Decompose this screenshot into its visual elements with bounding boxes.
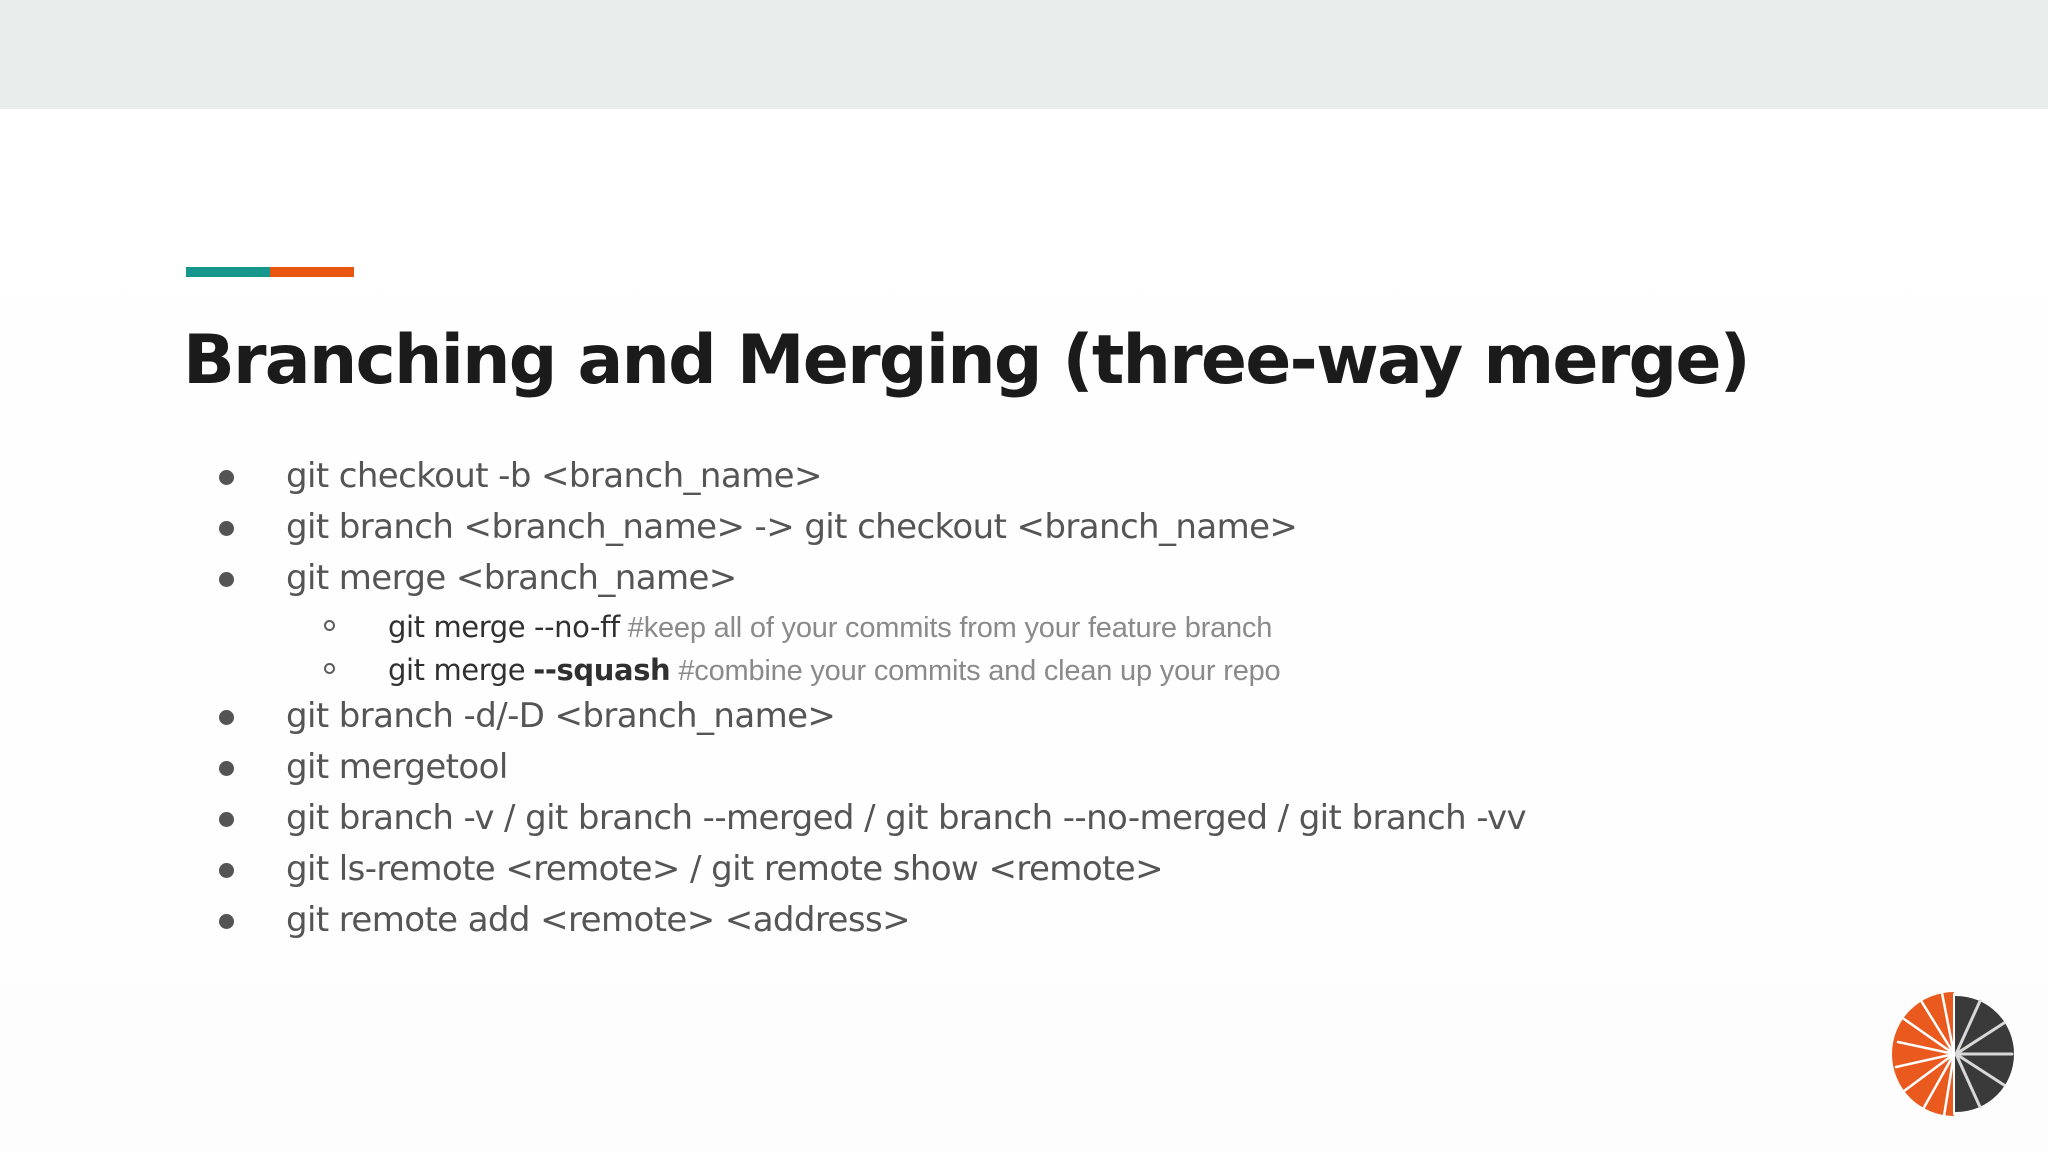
- accent-orange-segment: [270, 267, 354, 277]
- list-item-text: git branch <branch_name> -> git checkout <branch_name>: [286, 507, 1298, 547]
- title-accent-bar: [186, 267, 354, 277]
- header-band: [0, 0, 2048, 109]
- list-item-text: git ls-remote <remote> / git remote show <remote>: [286, 849, 1163, 889]
- list-item-text: git checkout -b <branch_name>: [286, 456, 822, 496]
- list-item-text: git branch -v / git branch --merged / git branch --no-merged / git branch -vv: [286, 798, 1527, 838]
- sub-item-command: git merge: [388, 653, 526, 687]
- sub-item-flag: --squash: [533, 653, 671, 687]
- slide-title: Branching and Merging (three-way merge): [183, 321, 1749, 400]
- list-item-text: git remote add <remote> <address>: [286, 900, 910, 940]
- list-item-text: git branch -d/-D <branch_name>: [286, 696, 836, 736]
- sunburst-logo-icon: [1890, 987, 2018, 1121]
- accent-teal-segment: [186, 267, 270, 277]
- slide-canvas: [0, 109, 2048, 1152]
- list-item-text: git merge <branch_name>: [286, 558, 737, 598]
- sub-item-command: git merge --no-ff: [388, 610, 620, 644]
- sub-item-comment: #keep all of your commits from your feature branch: [627, 612, 1273, 644]
- sub-item-comment: #combine your commits and clean up your repo: [678, 655, 1281, 687]
- list-item-text: git mergetool: [286, 747, 508, 787]
